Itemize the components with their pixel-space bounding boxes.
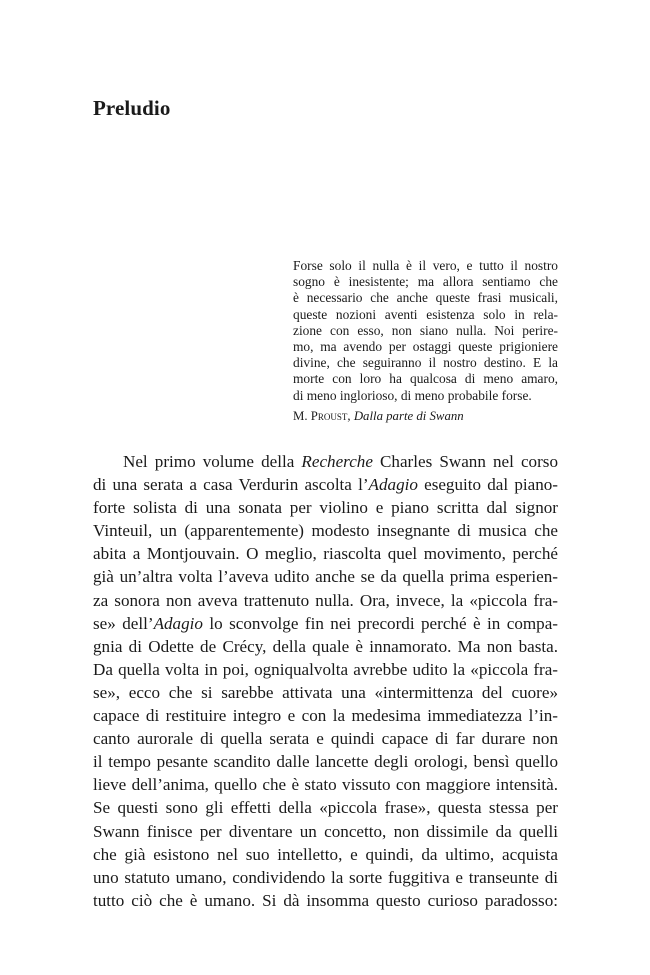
text-segment: il tempo pesante scandito dalle lancette degli orologi, bensì quello [93,752,558,772]
body-line [93,496,558,519]
text-segment: Se questi sono gli effetti della «piccola frase», questa stessa per [93,798,558,818]
body-line [93,565,558,588]
text-segment: che già esistono nel suo intelletto, e quindi, da ultimo, acquista [93,844,558,864]
text-segment: forte solista di una sonata per violino e piano scritta dal signor [93,498,558,518]
body-line [93,889,558,912]
text-segment: gnia di Odette de Crécy, della quale è innamorato. Ma non basta. [93,636,558,656]
text-segment: già un’altra volta l’aveva udito anche se da quella prima esperien- [93,567,558,587]
text-segment: canto aurorale di quella serata e quindi capace di far durare non [93,729,558,749]
text-segment: Charles Swann nel corso [372,452,558,471]
text-segment: lieve dell’anima, quello che è stato vissuto con maggiore intensità. [93,775,558,795]
epigraph-line: queste nozioni aventi esistenza solo in rela- [293,306,558,322]
epigraph-quote [293,258,558,404]
body-line [93,681,558,704]
body-line [93,658,558,681]
epigraph-attribution [293,408,558,424]
epigraph-line: morte con loro ha qualcosa di meno amaro, [293,371,558,387]
italic-title: Adagio [368,475,418,495]
epigraph-line: Forse solo il nulla è il vero, e tutto il nostro [293,258,558,273]
body-line [93,773,558,796]
body-line [93,612,558,635]
body-line [93,820,558,843]
body-line [93,704,558,727]
text-segment: Swann finisce per diventare un concetto, non dissimile da quelli [93,821,558,841]
italic-title: Recherche [301,452,373,471]
text-segment: abita a Montjouvain. O meglio, riascolta quel movimento, perché [93,544,558,564]
text-segment: uno statuto umano, condividendo la sorte fuggitiva e transeunte di [93,867,558,887]
epigraph-line: zione con esso, non siano nulla. Noi perire- [293,322,558,338]
text-segment: Vinteuil, un (apparentemente) modesto insegnante di musica che [93,521,558,541]
text-segment: di una serata a casa Verdurin ascolta l’ [93,475,369,495]
body-line [93,750,558,773]
body-line [93,843,558,866]
body-line [93,519,558,542]
body-line [93,727,558,750]
body-line [93,542,558,565]
body-line [93,635,558,658]
epigraph [293,258,558,424]
body-paragraph [93,450,558,912]
body-line [93,450,558,473]
text-segment: se» dell’ [93,613,154,633]
text-segment: za sonora non aveva trattenuto nulla. Ora, invece, la «piccola fra- [93,590,558,610]
body-line [93,473,558,496]
italic-title: Adagio [153,613,203,633]
body-line [93,796,558,819]
epigraph-line: mo, ma avendo per ostaggi queste prigioniere [293,339,558,355]
text-segment: se», ecco che si sarebbe attivata una «intermittenza del cuore» [93,682,558,702]
text-segment: capace di restituire integro e con la medesima immediatezza l’in- [93,706,558,726]
attribution-separator: , [347,408,354,423]
body-line [93,866,558,889]
text-segment: Da quella volta in poi, ogniqualvolta avrebbe udito la «piccola fra- [93,659,558,679]
text-segment: eseguito dal piano- [417,475,558,495]
epigraph-author: M. Proust [293,408,348,423]
epigraph-line: è necessario che anche queste frasi musicali, [293,290,558,306]
page-title: Preludio [93,96,171,120]
text-segment: tutto ciò che è umano. Si dà insomma questo curioso paradosso: [93,890,558,910]
body-line [93,589,558,612]
epigraph-work-title: Dalla parte di Swann [353,408,464,423]
text-segment: Nel primo volume della [123,452,302,471]
epigraph-line: divine, che seguiranno il nostro destino. E la [293,355,558,371]
epigraph-line: sogno è inesistente; ma allora sentiamo che [293,274,558,290]
text-segment: lo sconvolge fin nei precordi perché è in compa- [202,613,559,633]
epigraph-line: di meno inglorioso, di meno probabile forse. [293,387,532,403]
